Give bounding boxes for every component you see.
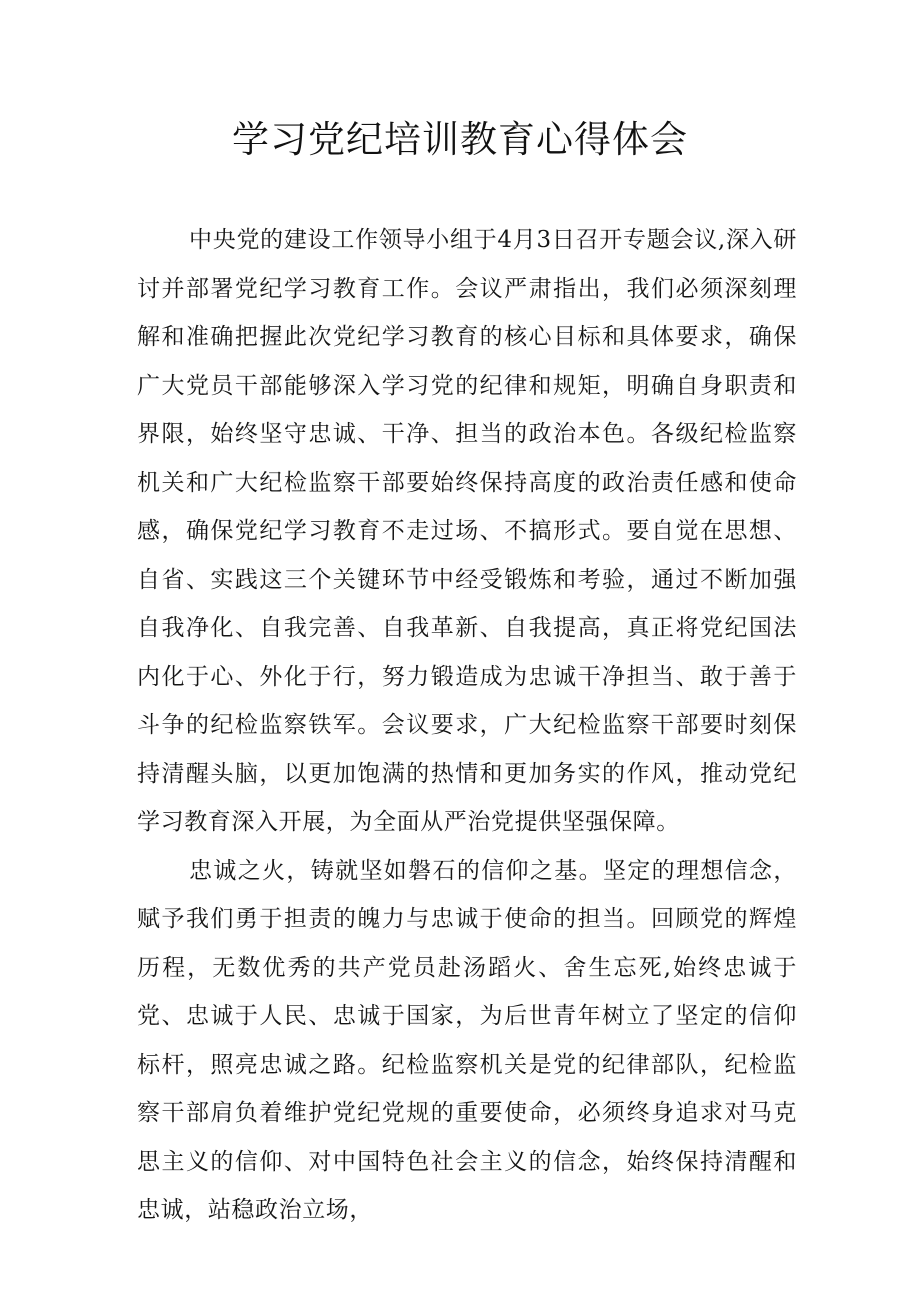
document-title: 学习党纪培训教育心得体会 xyxy=(232,118,688,161)
paragraph-1: 中央党的建设工作领导小组于4月3日召开专题会议,深入研讨并部署党纪学习教育工作。会议严肃指出，我们必须深刻理解和准确把握此次党纪学习教育的核心目标和具体要求，确保广大党员干部能够深入学习党的纪律和规矩，明确自身职责和界限，始终坚守忠诚、干净、担当的政治本色。各级纪检监察机关和广大纪检监察干部要始终保持高度的政治责任感和使命感，确保党纪学习教育不走过场、不搞形式。要自觉在思想、自省、实践这三个关键环节中经受锻炼和考验，通过不断加强自我净化、自我完善、自我革新、自我提高，真正将党纪国法内化于心、外化于行，努力锻造成为忠诚干净担当、敢于善于斗争的纪检监察铁军。会议要求，广大纪检监察干部要时刻保持清醒头脑，以更加饱满的热情和更加务实的作风，推动党纪学习教育深入开展，为全面从严治党提供坚强保障。 xyxy=(137,227,797,835)
paragraph-2: 忠诚之火，铸就坚如磐石的信仰之基。坚定的理想信念，赋予我们勇于担责的魄力与忠诚于使命的担当。回顾党的辉煌历程，无数优秀的共产党员赴汤蹈火、舍生忘死,始终忠诚于党、忠诚于人民、忠诚于国家，为后世青年树立了坚定的信仰标杆，照亮忠诚之路。纪检监察机关是党的纪律部队，纪检监察干部肩负着维护党纪党规的重要使命，必须终身追求对马克思主义的信仰、对中国特色社会主义的信念，始终保持清醒和忠诚，站稳政治立场， xyxy=(137,857,797,1223)
document-body xyxy=(137,216,797,1235)
